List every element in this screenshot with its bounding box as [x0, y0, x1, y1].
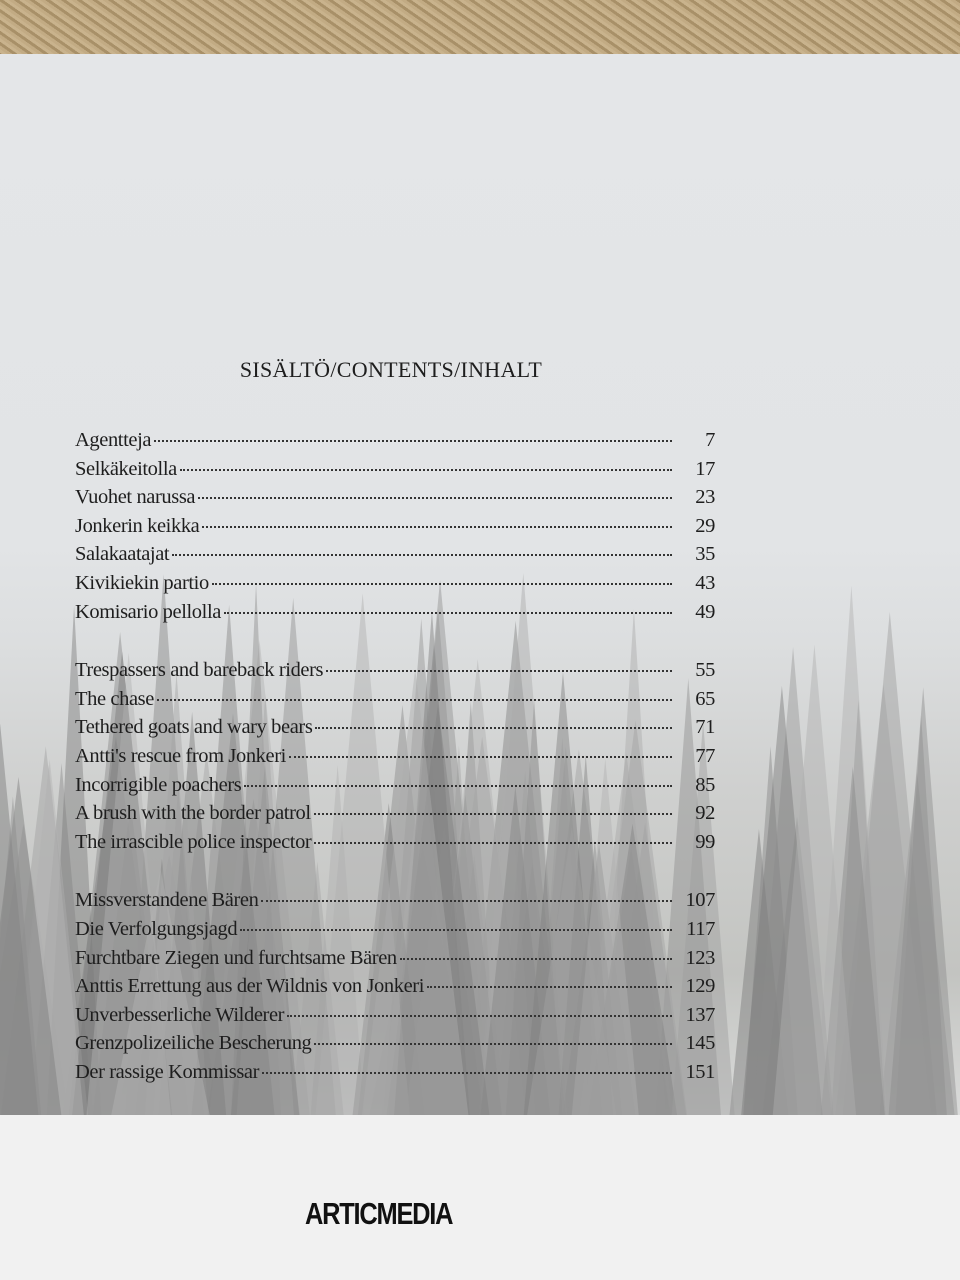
- dot-leader: [244, 785, 672, 787]
- toc-entry: [75, 918, 715, 947]
- toc-group: [75, 659, 715, 859]
- entry-page: 99: [695, 830, 715, 853]
- entry-page: 107: [685, 889, 715, 912]
- entry-title: Furchtbare Ziegen und furchtsame Bären: [75, 946, 397, 969]
- contents-title: SISÄLTÖ/CONTENTS/INHALT: [239, 357, 543, 382]
- entry-title: Jonkerin keikka: [75, 514, 200, 537]
- dot-leader: [240, 929, 672, 931]
- toc-entry: [75, 486, 715, 515]
- toc-entry: [75, 774, 715, 803]
- entry-title: Missverstandene Bären: [75, 889, 259, 912]
- dot-leader: [198, 497, 672, 499]
- dot-leader: [157, 699, 672, 701]
- entry-page: 23: [695, 486, 715, 509]
- entry-title: Anttis Errettung aus der Wildnis von Jonkeri: [75, 975, 425, 998]
- dot-leader: [224, 612, 672, 614]
- dot-leader: [326, 670, 672, 672]
- dot-leader: [261, 900, 672, 902]
- dot-leader: [202, 526, 672, 528]
- entry-title: Trespassers and bareback riders: [75, 659, 324, 682]
- entry-page: 92: [695, 802, 715, 825]
- entry-title: The irrascible police inspector: [75, 830, 312, 853]
- entry-title: Der rassige Kommissar: [75, 1060, 260, 1083]
- toc-entry: [75, 802, 715, 831]
- toc-group: [75, 889, 715, 1089]
- entry-page: 77: [695, 744, 715, 767]
- dot-leader: [287, 1015, 672, 1017]
- toc-entry: [75, 543, 715, 572]
- toc-entry: [75, 745, 715, 774]
- carpet-background: [0, 0, 960, 60]
- entry-title: Vuohet narussa: [75, 486, 196, 509]
- entry-title: A brush with the border patrol: [75, 802, 311, 825]
- toc-entry: [75, 688, 715, 717]
- entry-page: 55: [695, 659, 715, 682]
- dot-leader: [180, 469, 672, 471]
- dot-leader: [315, 727, 672, 729]
- toc-entry: [75, 975, 715, 1004]
- toc-group: [75, 429, 715, 629]
- dot-leader: [262, 1072, 672, 1074]
- toc-entry: [75, 659, 715, 688]
- entry-title: Selkäkeitolla: [75, 457, 177, 480]
- entry-page: 49: [695, 600, 715, 623]
- dot-leader: [314, 842, 672, 844]
- toc-entry: [75, 1032, 715, 1061]
- toc-entry: [75, 601, 715, 630]
- entry-page: 85: [695, 773, 715, 796]
- entry-title: Agentteja: [75, 429, 152, 451]
- dot-leader: [172, 554, 672, 556]
- entry-title: Grenzpolizeiliche Bescherung: [75, 1032, 312, 1055]
- entry-page: 35: [695, 543, 715, 566]
- entry-title: Unverbesserliche Wilderer: [75, 1003, 285, 1026]
- dot-leader: [314, 1043, 672, 1045]
- dot-leader: [314, 813, 672, 815]
- entry-page: 137: [685, 1003, 715, 1026]
- entry-page: 7: [705, 429, 715, 451]
- toc-entry: [75, 1061, 715, 1090]
- dot-leader: [154, 440, 672, 442]
- toc-entry: [75, 429, 715, 458]
- entry-title: Incorrigible poachers: [75, 773, 242, 796]
- table-of-contents: [75, 355, 715, 1119]
- toc-entry: [75, 716, 715, 745]
- toc-entry: [75, 458, 715, 487]
- entry-title: Tethered goats and wary bears: [75, 716, 313, 739]
- entry-page: 145: [685, 1032, 715, 1055]
- snow-ground: [0, 1115, 960, 1280]
- entry-title: Komisario pellolla: [75, 600, 221, 623]
- entry-page: 117: [686, 917, 715, 940]
- entry-page: 71: [695, 716, 715, 739]
- dot-leader: [212, 583, 672, 585]
- entry-title: Antti's rescue from Jonkeri: [75, 744, 286, 767]
- entry-page: 129: [685, 975, 715, 998]
- entry-page: 151: [685, 1060, 715, 1083]
- entry-title: Die Verfolgungsjagd: [75, 917, 238, 940]
- toc-entry: [75, 889, 715, 918]
- dot-leader: [400, 958, 672, 960]
- toc-entry: [75, 515, 715, 544]
- toc-entry: [75, 831, 715, 860]
- dot-leader: [289, 756, 672, 758]
- entry-page: 43: [695, 571, 715, 594]
- entry-page: 29: [695, 514, 715, 537]
- entry-page: 17: [695, 457, 715, 480]
- toc-entry: [75, 947, 715, 976]
- publisher-logo: ARTICMEDIA: [305, 1196, 453, 1231]
- dot-leader: [427, 986, 672, 988]
- toc-entry: [75, 572, 715, 601]
- entry-title: Kivikiekin partio: [75, 571, 209, 594]
- entry-page: 123: [685, 946, 715, 969]
- entry-title: Salakaatajat: [75, 543, 170, 566]
- entry-title: The chase: [75, 687, 154, 710]
- toc-entry: [75, 1004, 715, 1033]
- entry-page: 65: [695, 687, 715, 710]
